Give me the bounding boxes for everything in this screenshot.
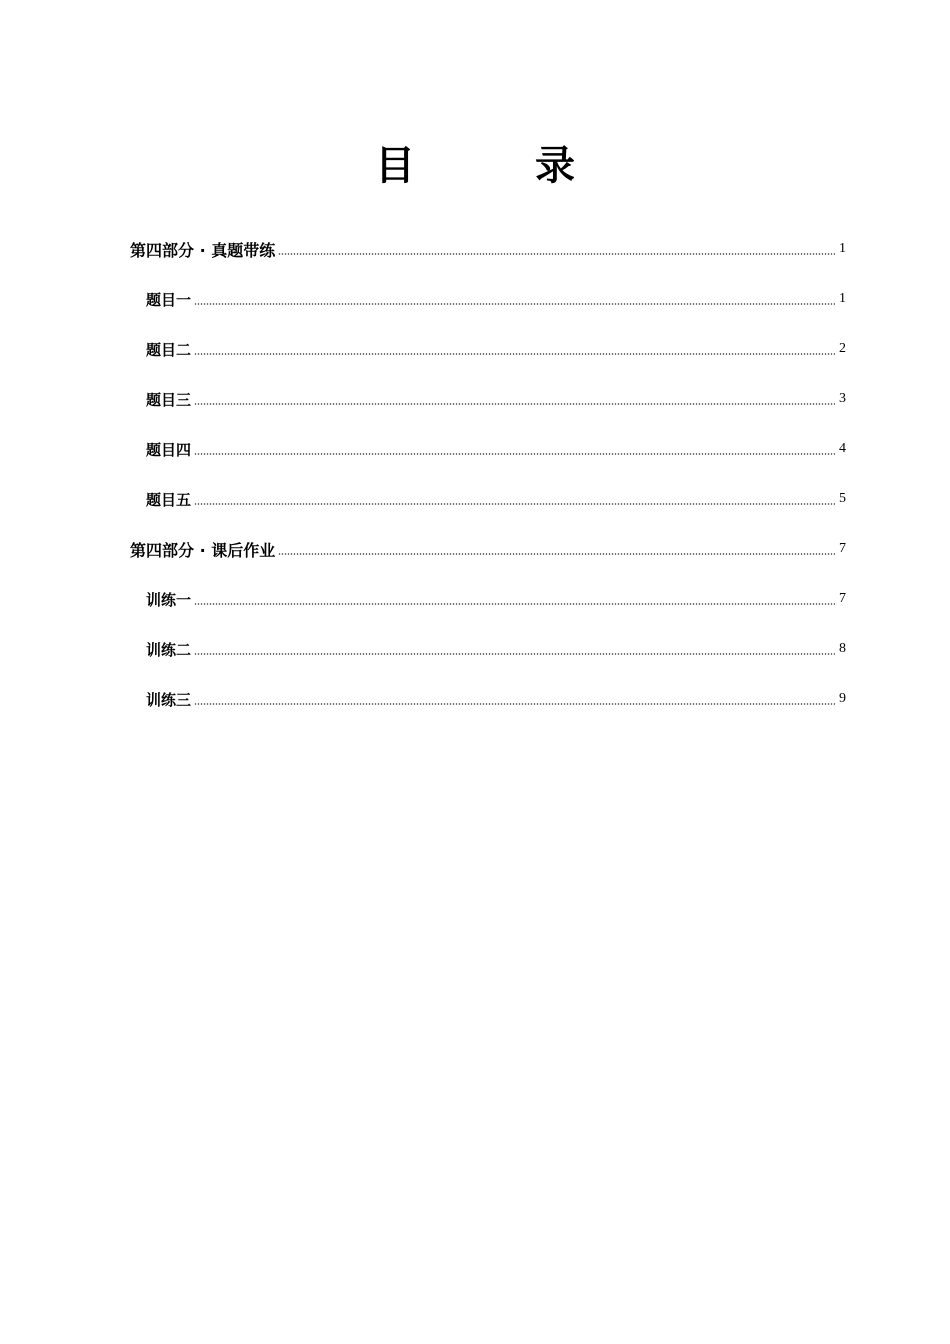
toc-entry-question-3[interactable] [130, 374, 846, 424]
dot-leader [194, 353, 835, 355]
toc-entry-training-1[interactable] [130, 574, 846, 624]
dot-leader [194, 403, 835, 405]
dot-leader [278, 253, 835, 255]
toc-page-number: 9 [839, 691, 846, 706]
toc-page-number: 1 [839, 291, 846, 306]
toc-entry-question-2[interactable] [130, 324, 846, 374]
toc-entry-training-3[interactable] [130, 674, 846, 724]
toc-entry-part-4-homework[interactable] [130, 524, 846, 574]
toc-entry-label: 题目三 [146, 390, 192, 409]
toc-entry-label: 第四部分 · 真题带练 [130, 240, 276, 260]
dot-leader [194, 603, 835, 605]
toc-entry-label: 题目一 [146, 290, 192, 309]
toc-entry-question-4[interactable] [130, 424, 846, 474]
dot-leader [194, 453, 835, 455]
toc-title: 目 录 [375, 142, 615, 189]
toc-page-number: 7 [839, 541, 846, 556]
toc-entry-label: 题目四 [146, 440, 192, 459]
toc-page-number: 2 [839, 341, 846, 356]
dot-leader [194, 503, 835, 505]
toc-entry-label: 第四部分 · 课后作业 [130, 540, 276, 560]
toc-entry-question-1[interactable] [130, 274, 846, 324]
toc-entry-question-5[interactable] [130, 474, 846, 524]
table-of-contents [130, 224, 846, 724]
toc-entry-label: 题目二 [146, 340, 192, 359]
toc-page-number: 1 [839, 241, 846, 256]
dot-leader [278, 553, 835, 555]
toc-page-number: 5 [839, 491, 846, 506]
toc-entry-label: 训练一 [146, 590, 192, 609]
toc-entry-part-4-exam-practice[interactable] [130, 224, 846, 274]
toc-entry-label: 训练三 [146, 690, 192, 709]
toc-entry-training-2[interactable] [130, 624, 846, 674]
toc-entry-label: 训练二 [146, 640, 192, 659]
toc-page-number: 3 [839, 391, 846, 406]
dot-leader [194, 653, 835, 655]
toc-page-number: 4 [839, 441, 846, 456]
dot-leader [194, 303, 835, 305]
toc-page-number: 8 [839, 641, 846, 656]
toc-page-number: 7 [839, 591, 846, 606]
toc-entry-label: 题目五 [146, 490, 192, 509]
dot-leader [194, 703, 835, 705]
